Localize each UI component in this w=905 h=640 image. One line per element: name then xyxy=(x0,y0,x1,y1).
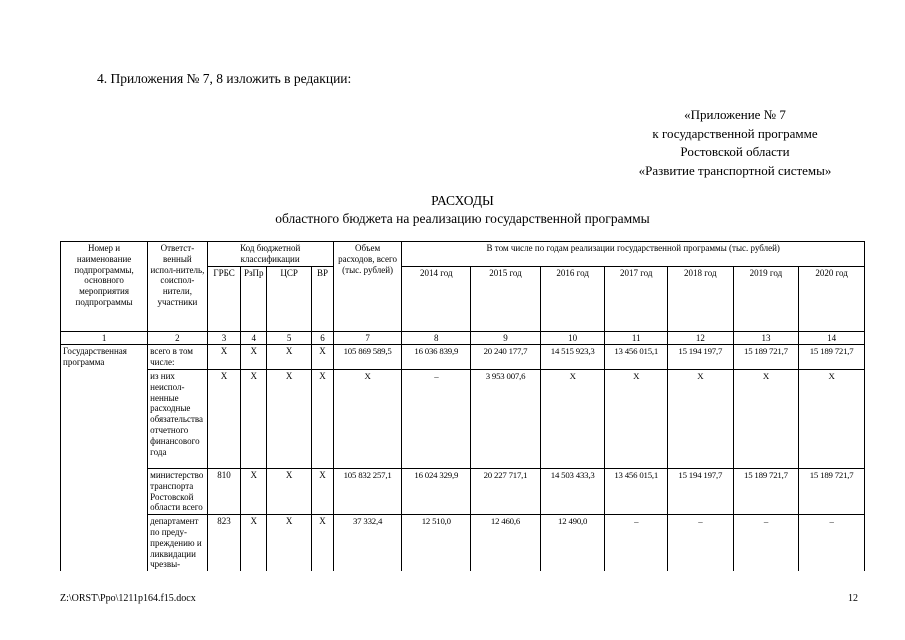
row-year-value: 12 460,6 xyxy=(471,515,541,572)
header-row-1 xyxy=(61,242,865,267)
row-year-value: 15 189 721,7 xyxy=(733,468,799,514)
row-year-value: 12 490,0 xyxy=(540,515,605,572)
row-vr: X xyxy=(312,369,334,468)
row-year-value: X xyxy=(605,369,668,468)
title-line-1: РАСХОДЫ xyxy=(431,193,494,208)
title-line-2: областного бюджета на реализацию государственной программы xyxy=(275,211,650,226)
row-csr: X xyxy=(267,369,312,468)
row-year-value: 15 194 197,7 xyxy=(668,345,734,370)
appendix-line: к государственной программе xyxy=(652,125,818,141)
appendix-line: «Приложение № 7 xyxy=(684,107,786,122)
header-grbs: ГРБС xyxy=(207,266,241,331)
row-year-value: – xyxy=(402,369,471,468)
row-name: Государственная программа xyxy=(61,345,148,571)
header-number-name: Номер и наименование подпрограммы, основного мероприятия подпрограммы xyxy=(61,242,148,332)
row-year-value: 16 036 839,9 xyxy=(402,345,471,370)
header-year: 2017 год xyxy=(605,266,668,331)
row-total: X xyxy=(333,369,402,468)
document-title xyxy=(60,192,865,228)
row-year-value: 13 456 015,1 xyxy=(605,468,668,514)
row-year-value: 15 189 721,7 xyxy=(799,468,865,514)
row-year-value: 15 189 721,7 xyxy=(799,345,865,370)
row-year-value: 3 953 007,6 xyxy=(471,369,541,468)
row-year-value: 13 456 015,1 xyxy=(605,345,668,370)
row-grbs: X xyxy=(207,345,241,370)
row-year-value: X xyxy=(668,369,734,468)
table-row xyxy=(61,515,865,572)
row-vr: X xyxy=(312,468,334,514)
header-year: 2015 год xyxy=(471,266,541,331)
row-executor: всего в том числе: xyxy=(148,345,207,370)
col-number: 13 xyxy=(733,331,799,345)
row-year-value: 20 240 177,7 xyxy=(471,345,541,370)
appendix-heading xyxy=(610,106,860,180)
row-year-value: 15 194 197,7 xyxy=(668,468,734,514)
header-executor: Ответст-венный испол-нитель, соиспол-нители, участники xyxy=(148,242,207,332)
col-number: 6 xyxy=(312,331,334,345)
table-row xyxy=(61,468,865,514)
row-year-value: – xyxy=(605,515,668,572)
row-year-value: – xyxy=(799,515,865,572)
row-year-value: X xyxy=(540,369,605,468)
row-csr: X xyxy=(267,468,312,514)
row-year-value: – xyxy=(733,515,799,572)
footer-page-number: 12 xyxy=(848,593,858,604)
budget-table xyxy=(60,241,865,571)
row-csr: X xyxy=(267,515,312,572)
col-number: 2 xyxy=(148,331,207,345)
header-years-group: В том числе по годам реализации государственной программы (тыс. рублей) xyxy=(402,242,865,267)
row-vr: X xyxy=(312,515,334,572)
header-code-group: Код бюджетной классификации xyxy=(207,242,333,267)
row-year-value: X xyxy=(799,369,865,468)
row-grbs: X xyxy=(207,369,241,468)
row-grbs: 823 xyxy=(207,515,241,572)
col-number: 11 xyxy=(605,331,668,345)
row-year-value: 15 189 721,7 xyxy=(733,345,799,370)
row-year-value: – xyxy=(668,515,734,572)
row-year-value: 14 515 923,3 xyxy=(540,345,605,370)
appendix-line: Ростовской области xyxy=(680,144,790,159)
footer-file-path: Z:\ORST\Ppo\1211p164.f15.docx xyxy=(60,593,196,604)
row-rzpr: X xyxy=(241,515,267,572)
row-rzpr: X xyxy=(241,369,267,468)
row-year-value: 16 024 329,9 xyxy=(402,468,471,514)
row-grbs: 810 xyxy=(207,468,241,514)
header-year: 2016 год xyxy=(540,266,605,331)
row-year-value: 14 503 433,3 xyxy=(540,468,605,514)
col-number: 12 xyxy=(668,331,734,345)
row-vr: X xyxy=(312,345,334,370)
col-number: 5 xyxy=(267,331,312,345)
column-number-row xyxy=(61,331,865,345)
col-number: 7 xyxy=(333,331,402,345)
row-year-value: 20 227 717,1 xyxy=(471,468,541,514)
col-number: 10 xyxy=(540,331,605,345)
header-csr: ЦСР xyxy=(267,266,312,331)
col-number: 9 xyxy=(471,331,541,345)
row-total: 37 332,4 xyxy=(333,515,402,572)
header-year: 2020 год xyxy=(799,266,865,331)
row-year-value: 12 510,0 xyxy=(402,515,471,572)
row-csr: X xyxy=(267,345,312,370)
row-rzpr: X xyxy=(241,345,267,370)
table-row xyxy=(61,369,865,468)
header-vr: ВР xyxy=(312,266,334,331)
col-number: 14 xyxy=(799,331,865,345)
intro-text: 4. Приложения № 7, 8 изложить в редакции: xyxy=(97,71,352,86)
header-rzpr: РзПр xyxy=(241,266,267,331)
col-number: 4 xyxy=(241,331,267,345)
row-executor: министерство транспорта Ростовской области всего xyxy=(148,468,207,514)
table-row xyxy=(61,345,865,370)
header-year: 2018 год xyxy=(668,266,734,331)
row-rzpr: X xyxy=(241,468,267,514)
col-number: 8 xyxy=(402,331,471,345)
row-total: 105 869 589,5 xyxy=(333,345,402,370)
appendix-line: «Развитие транспортной системы» xyxy=(638,162,832,178)
row-total: 105 832 257,1 xyxy=(333,468,402,514)
header-year: 2014 год xyxy=(402,266,471,331)
row-executor: из них неиспол-ненные расходные обязательства отчетного финансового года xyxy=(148,369,207,468)
row-executor: департамент по преду-преждению и ликвидации чрезвы- xyxy=(148,515,207,572)
col-number: 3 xyxy=(207,331,241,345)
header-volume: Объем расходов, всего (тыс. рублей) xyxy=(333,242,402,332)
row-year-value: X xyxy=(733,369,799,468)
col-number: 1 xyxy=(61,331,148,345)
header-year: 2019 год xyxy=(733,266,799,331)
